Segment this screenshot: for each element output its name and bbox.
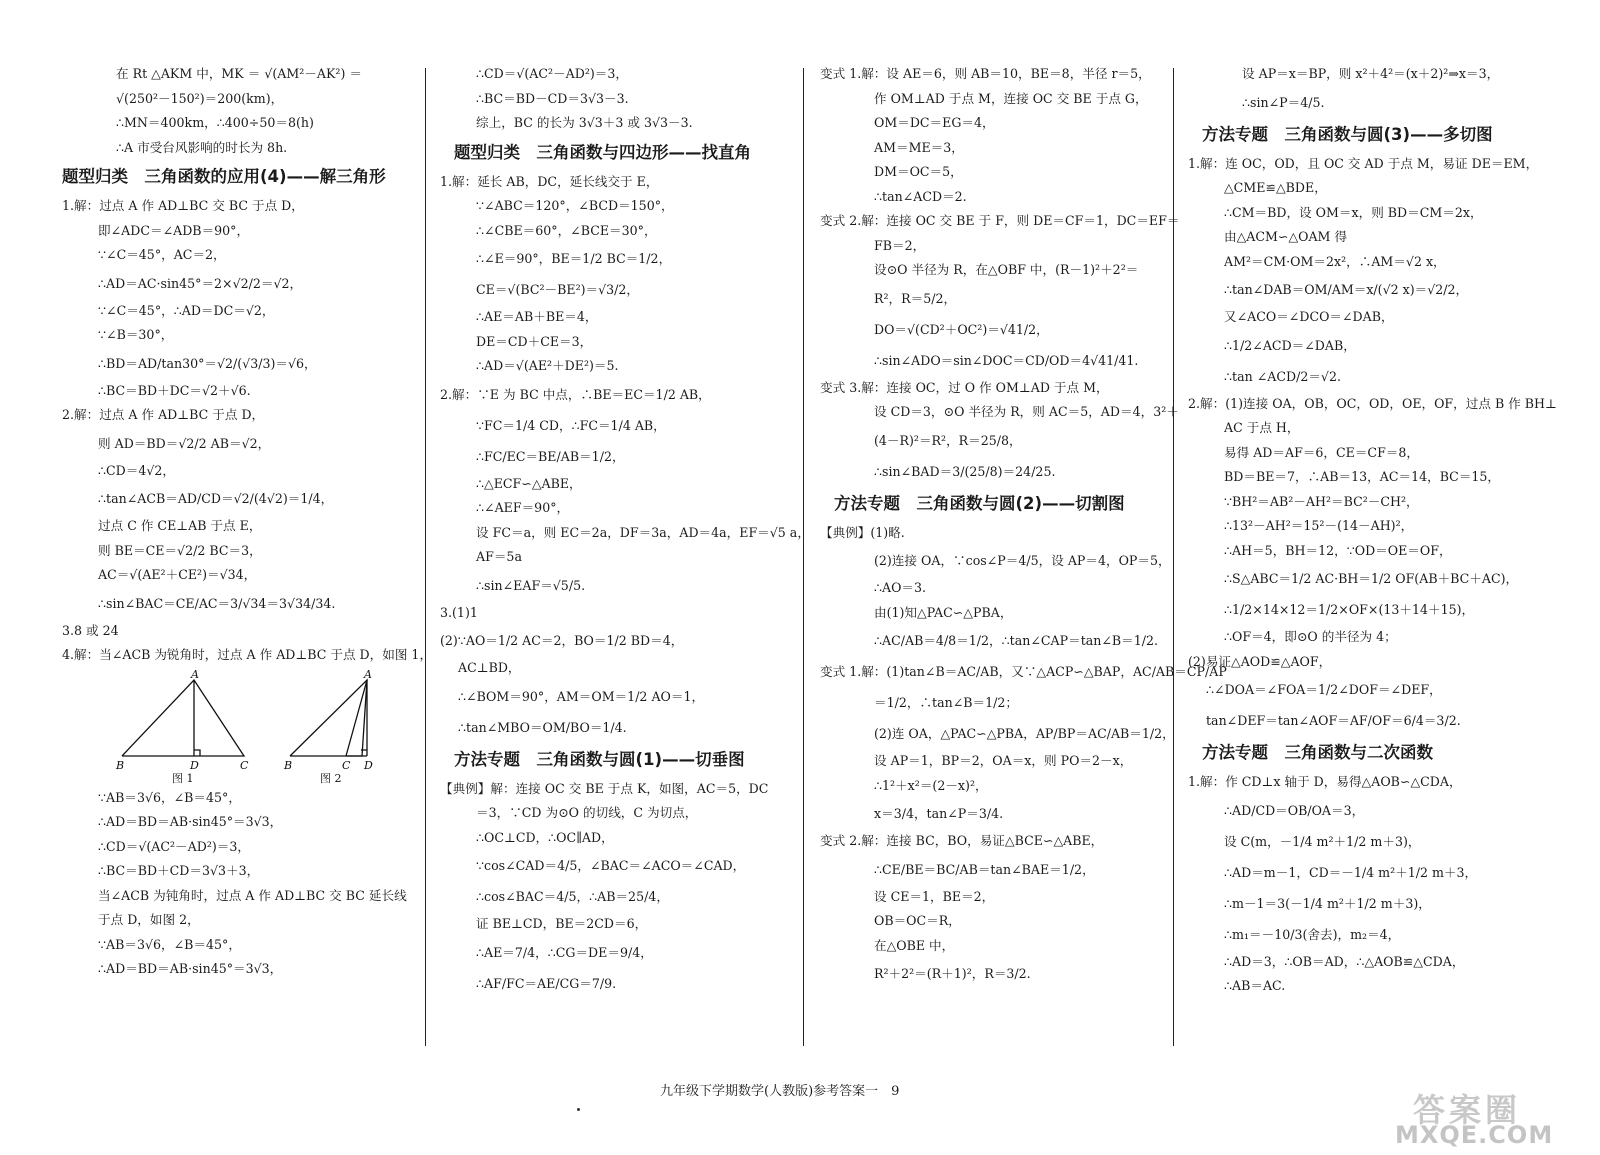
text-line: ∴∠DOA＝∠FOA＝1/2∠DOF＝∠DEF， [1206,682,1442,697]
section-heading: 方法专题 三角函数与圆(3)——多切图 [1202,124,1493,144]
text-line: tan∠DEF＝tan∠AOF＝AF/OF＝6/4＝3/2. [1206,713,1461,728]
text-line: ∴tan ∠ACD/2＝√2. [1224,368,1341,384]
text-line: ∴tan∠DAB＝OM/AM＝x/(√2 x)＝√2/2， [1224,282,1469,297]
text-line: 2.解：过点 A 作 AD⊥BC 于点 D， [62,407,265,422]
text-line: ∴OF＝4，即⊙O 的半径为 4； [1224,629,1397,644]
text-line: 3.(1)1 [440,604,478,620]
text-line: 即∠ADC＝∠ADB＝90°， [98,222,250,238]
label-D: D [190,758,199,772]
text-line: ∴sin∠BAC＝CE/AC＝3/√34＝3√34/34. [98,595,336,611]
text-line: ∴1²＋x²＝(2－x)²， [874,777,988,793]
text-line: 在△OBE 中， [874,937,955,953]
watermark-url: MXQE.COM [1395,1121,1554,1149]
text-line: 由△ACM∽△OAM 得 [1224,229,1348,244]
figure1-right-angle [194,750,200,756]
text-line: 证 BE⊥CD，BE＝2CD＝6， [476,916,648,931]
text-line: 1.解：连 OC，OD，且 OC 交 AD 于点 M，易证 DE＝EM， [1188,155,1539,171]
text-line: ＝3，∵CD 为⊙O 的切线，C 为切点， [476,805,698,820]
text-line: 则 BE＝CE＝√2/2 BC＝3， [98,542,262,558]
text-line: ∴AD＝BD＝AB·sin45°＝3√3， [98,814,283,829]
text-line: ∴CM＝BD，设 OM＝x，则 BD＝CM＝2x， [1224,204,1483,220]
figure1-caption: 图 1 [172,771,194,785]
text-line: 【典例】(1)略. [820,524,905,540]
text-line: DE＝CD＋CE＝3， [476,333,593,349]
text-line: ∴BC＝BD＋CD＝3√3＋3， [98,863,260,878]
text-line: AM＝ME＝3， [874,139,964,155]
label-C: C [342,758,351,772]
text-line: 于点 D，如图 2， [98,912,200,927]
text-line: ∴CE/BE＝BC/AB＝tan∠BAE＝1/2， [874,861,1095,877]
text-line: ∴tan∠ACD＝2. [874,188,967,204]
text-line: 4.解：当∠ACB 为锐角时，过点 A 作 AD⊥BC 于点 D，如图 1， [62,647,433,662]
text-line: ＝1/2，∴tan∠B＝1/2； [874,695,1018,710]
section-heading: 方法专题 三角函数与二次函数 [1202,743,1433,762]
text-line: 则 AD＝BD＝√2/2 AB＝√2， [98,435,271,451]
text-line: R²＋2²＝(R＋1)²，R＝3/2. [874,966,1031,981]
text-line: 设 C(m，－1/4 m²＋1/2 m＋3)， [1224,833,1421,849]
text-line: ∴tan∠MBO＝OM/BO＝1/4. [458,719,627,735]
figure2-triangle [290,680,367,756]
text-line: ∴CD＝√(AC²－AD²)＝3， [476,66,629,81]
text-line: ∴AD＝BD＝AB·sin45°＝3√3， [98,961,283,976]
text-line: ∴sin∠ADO＝sin∠DOC＝CD/OD＝4√41/41. [874,352,1139,368]
text-line: ∴CD＝√(AC²－AD²)＝3， [98,838,251,854]
text-line: 过点 C 作 CE⊥AB 于点 E， [98,518,262,533]
text-line: ∴∠CBE＝60°，∠BCE＝30°， [476,222,657,238]
triangle-figures [62,668,410,786]
label-C: C [240,758,249,772]
text-line: 设 AP＝x＝BP，则 x²＋4²＝(x＋2)²⇒x＝3， [1242,66,1500,81]
label-D: D [364,758,373,772]
text-line: ∴AE＝7/4，∴CG＝DE＝9/4， [476,944,653,960]
text-line: ∴A 市受台风影响的时长为 8h. [116,139,288,155]
text-line: ∴BC＝BD－CD＝3√3－3. [476,90,629,106]
text-line: ∵∠C＝45°，∴AD＝DC＝√2， [98,302,275,318]
text-line: ∴1/2×14×12＝1/2×OF×(13＋14＋15)， [1224,602,1475,617]
label-B: B [284,758,293,772]
column-4 [1188,62,1557,1072]
text-line: ∴△ECF∽△ABE， [476,475,582,491]
text-line: (2)∵AO＝1/2 AC＝2，BO＝1/2 BD＝4， [440,633,684,648]
text-line: ∴∠BOM＝90°，AM＝OM＝1/2 AO＝1， [458,688,705,704]
text-line: x＝3/4，tan∠P＝3/4. [874,806,1004,821]
watermark-chinese: 答案圈 [1413,1091,1522,1129]
text-line: 设 CD＝3，⊙O 半径为 R，则 AC＝5，AD＝4，3²＋ [874,404,1179,419]
watermark [1395,1085,1575,1149]
label-B: B [116,758,125,772]
text-line: 变式 2.解：连接 OC 交 BE 于 F，则 DE＝CF＝1，DC＝EF＝ [820,213,1180,228]
text-line: OM＝DC＝EG＝4， [874,115,995,130]
text-line: ∴m₁＝－10/3(舍去)，m₂＝4， [1224,926,1401,942]
text-line: ∴13²－AH²＝15²－(14－AH)²， [1224,518,1414,533]
text-line: ∴BC＝BD＋DC＝√2＋√6. [98,382,251,398]
text-line: FB＝2， [874,237,926,253]
text-line: ∴∠AEF＝90°， [476,500,570,515]
section-heading: 方法专题 三角函数与圆(1)——切垂图 [454,749,745,769]
text-line: ∴AC/AB＝4/8＝1/2，∴tan∠CAP＝tan∠B＝1/2. [874,633,1159,648]
text-line: ∴CD＝4√2， [98,462,175,478]
text-line: (2)连接 OA，∵cos∠P＝4/5，设 AP＝4，OP＝5， [874,553,1171,568]
text-line: 变式 2.解：连接 BC，BO，易证△BCE∽△ABE， [820,833,1104,848]
text-line: ∴AD＝AC·sin45°＝2×√2/2＝√2， [98,275,303,291]
text-line: 【典例】解：连接 OC 交 BE 于点 K，如图，AC＝5，DC [440,780,769,796]
text-line: ∴AE＝AB＋BE＝4， [476,309,598,324]
text-line: ∴AD/CD＝OB/OA＝3， [1224,802,1365,818]
text-line: ∴sin∠BAD＝3/(25/8)＝24/25. [874,463,1056,479]
text-line: (2)连 OA，△PAC∽△PBA，AP/BP＝AC/AB＝1/2， [874,726,1175,741]
text-line: ∴AD＝√(AE²＋DE²)＝5. [476,358,619,373]
text-line: CE＝√(BC²－BE²)＝√3/2， [476,282,640,297]
section-heading: 题型归类 三角函数与四边形——找直角 [454,142,751,162]
text-line: AF＝5a [476,549,522,564]
text-line: 设 AP＝1，BP＝2，OA＝x，则 PO＝2－x， [874,753,1133,768]
text-line: ∴MN＝400km，∴400÷50＝8(h) [116,115,314,130]
figure1-triangle [122,680,244,756]
text-line: 设⊙O 半径为 R，在△OBF 中，(R－1)²＋2²＝ [874,262,1139,277]
text-line: ∵FC＝1/4 CD，∴FC＝1/4 AB， [476,417,666,433]
text-line: 3.8 或 24 [62,622,119,638]
text-line: △CME≌△BDE， [1224,180,1327,195]
column-divider [803,68,804,1046]
text-line: ∵BH²＝AB²－AH²＝BC²－CH²， [1224,493,1419,509]
text-line: DO＝√(CD²＋OC²)＝√41/2， [874,321,1049,337]
text-line: ∵AB＝3√6，∠B＝45°， [98,936,241,952]
page-footer: 九年级下学期数学(人教版)参考答案一 9 [660,1084,900,1099]
text-line: ∵cos∠CAD＝4/5，∠BAC＝∠ACO＝∠CAD， [476,858,746,873]
text-line: AC⊥BD， [458,660,521,675]
speck [577,1108,580,1111]
text-line: (2)易证△AOD≌△AOF， [1188,653,1332,669]
text-line: ∴FC/EC＝BE/AB＝1/2， [476,448,625,464]
text-line: 作 OM⊥AD 于点 M，连接 OC 交 BE 于点 G， [874,90,1148,106]
text-line: AC 于点 H， [1224,420,1300,435]
text-line: ∴AD＝m－1，CD＝－1/4 m²＋1/2 m＋3， [1224,864,1478,880]
text-line: 当∠ACB 为钝角时，过点 A 作 AD⊥BC 交 BC 延长线 [98,887,407,903]
text-line: ∴AH＝5，BH＝12，∵OD＝OE＝OF， [1224,542,1452,558]
triangle-diagram [92,668,392,784]
text-line: 在 Rt △AKM 中，MK ＝ √(AM²－AK²) ＝ [116,66,362,81]
text-line: OB＝OC＝R， [874,913,961,928]
text-line: ∴AD＝3，∴OB＝AD，∴△AOB≌△CDA， [1224,953,1465,969]
text-line: ∴m－1＝3(－1/4 m²＋1/2 m＋3)， [1224,895,1431,911]
text-line: ∴sin∠EAF＝√5/5. [476,577,586,593]
column-divider [425,68,426,1046]
text-line: (4－R)²＝R²，R＝25/8， [874,432,1022,448]
text-line: ∴AO＝3. [874,580,927,595]
text-line: ∴∠E＝90°，BE＝1/2 BC＝1/2， [476,251,672,266]
text-line: ∴tan∠ACB＝AD/CD＝√2/(4√2)＝1/4， [98,491,334,506]
text-line: 1.解：作 CD⊥x 轴于 D，易得△AOB∽△CDA， [1188,774,1462,789]
text-line: ∴sin∠P＝4/5. [1242,94,1325,110]
text-line: ∴BD＝AD/tan30°＝√2/(√3/3)＝√6， [98,355,317,371]
section-heading: 题型归类 三角函数的应用(4)——解三角形 [62,167,386,186]
label-A: A [191,667,199,681]
column-2 [440,62,810,1072]
text-line: AM²＝CM·OM＝2x²，∴AM＝√2 x， [1224,253,1446,269]
text-line: ∴OC⊥CD，∴OC∥AD， [476,829,614,845]
text-line: ∴cos∠BAC＝4/5，∴AB＝25/4， [476,889,669,904]
text-line: ∴1/2∠ACD＝∠DAB， [1224,337,1356,353]
text-line: 设 FC＝a，则 EC＝2a，DF＝3a，AD＝4a，EF＝√5 a， [476,524,810,540]
text-line: 2.解：(1)连接 OA，OB，OC，OD，OE，OF，过点 B 作 BH⊥ [1188,395,1557,411]
text-line: 变式 3.解：连接 OC，过 O 作 OM⊥AD 于点 M， [820,379,1109,395]
text-line: 1.解：延长 AB，DC，延长线交于 E， [440,173,659,189]
text-line: BD＝BE＝7，∴AB＝13，AC＝14，BC＝15， [1224,469,1501,484]
text-line: 综上，BC 的长为 3√3＋3 或 3√3－3. [476,115,693,130]
text-line: ∵∠ABC＝120°，∠BCD＝150°， [476,198,674,213]
text-line: 变式 1.解：(1)tan∠B＝AC/AB，又∵△ACP∽△BAP，AC/AB＝CP/AP [820,664,1227,679]
text-line: ∵∠C＝45°，AC＝2， [98,247,226,262]
text-line: 2.解：∵E 为 BC 中点，∴BE＝EC＝1/2 AB， [440,386,711,402]
text-line: 又∠ACO＝∠DCO＝∠DAB， [1224,309,1394,324]
text-line: ∴AB＝AC. [1224,978,1286,993]
label-A: A [364,667,372,681]
text-line: 由(1)知△PAC∽△PBA， [874,604,1013,620]
text-line: ∵AB＝3√6，∠B＝45°， [98,789,241,805]
text-line: 易得 AD＝AF＝6，CE＝CF＝8， [1224,444,1420,460]
text-line: ∴S△ABC＝1/2 AC·BH＝1/2 OF(AB＋BC＋AC)， [1224,571,1519,586]
column-3 [820,62,1227,1072]
figure2-caption: 图 2 [320,771,342,785]
section-heading: 方法专题 三角函数与圆(2)——切割图 [834,493,1125,513]
text-line: DM＝OC＝5， [874,164,963,179]
text-line: 变式 1.解：设 AE＝6，则 AB＝10，BE＝8，半径 r＝5， [820,66,1151,81]
text-line: AC＝√(AE²＋CE²)＝√34， [98,567,257,582]
column-1 [62,62,433,1072]
text-line: R²，R＝5/2， [874,290,957,306]
text-line: ∵∠B＝30°， [98,327,174,342]
text-line: √(250²－150²)＝200(km)， [116,90,284,106]
text-line: 设 CE＝1，BE＝2， [874,888,995,904]
text-line: ∴AF/FC＝AE/CG＝7/9. [476,975,617,991]
text-line: 1.解：过点 A 作 AD⊥BC 交 BC 于点 D， [62,198,304,213]
